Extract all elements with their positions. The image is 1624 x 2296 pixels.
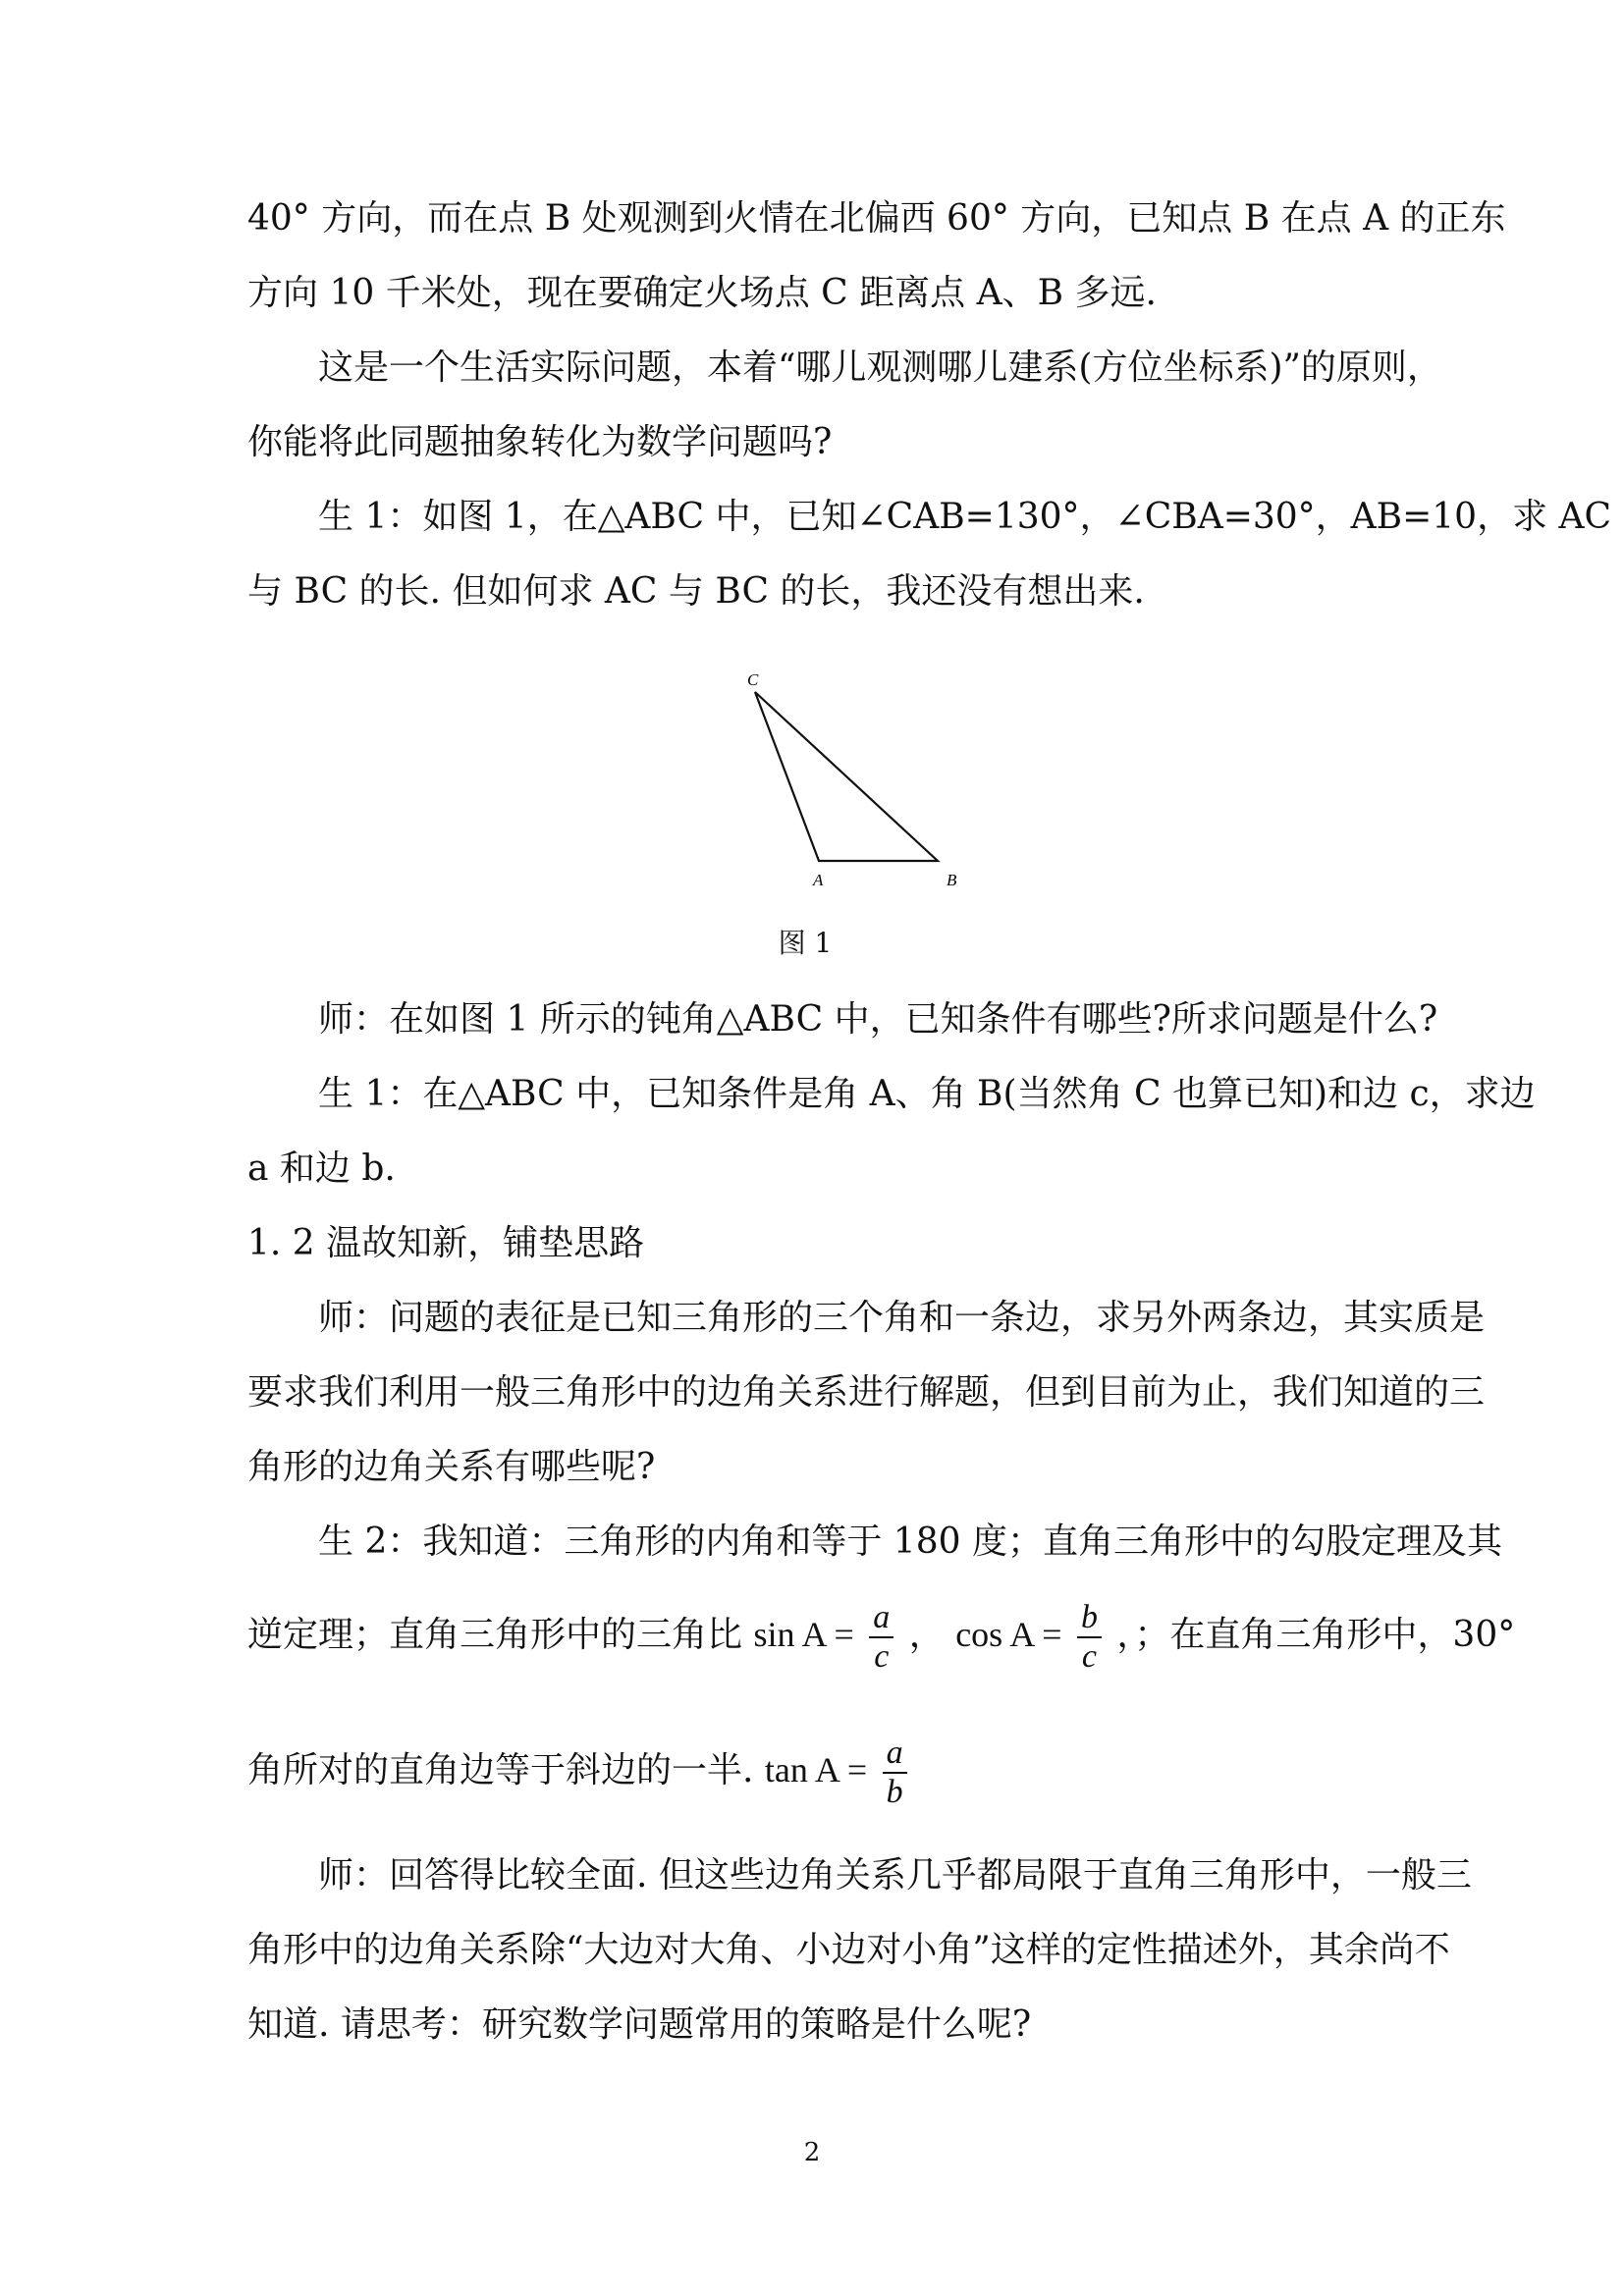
triangle-abc — [755, 692, 938, 861]
tan-fraction — [883, 1735, 907, 1811]
formula-line-text: ，；在直角三角形中，30° — [1116, 1615, 1516, 1655]
paragraph-line: 与 BC 的长. 但如何求 AC 与 BC 的长，我还没有想出来. — [247, 571, 1145, 612]
vertex-label-b: B — [947, 871, 957, 889]
cos-fraction — [1077, 1599, 1102, 1676]
paragraph-line: 生 1：在△ABC 中，已知条件是角 A、角 B(当然角 C 也算已知)和边 c，求边 — [318, 1074, 1536, 1114]
tan-denominator: b — [886, 1774, 903, 1810]
paragraph-line: 你能将此同题抽象转化为数学问题吗? — [247, 422, 833, 462]
page-number: 2 — [803, 2138, 821, 2167]
formula-line — [247, 1726, 1386, 1814]
paragraph-line: 师：在如图 1 所示的钝角△ABC 中，已知条件有哪些?所求问题是什么? — [318, 999, 1438, 1040]
tan-label: tan A = — [764, 1750, 868, 1789]
paragraph-line: 角形中的边角关系除“大边对大角、小边对小角”这样的定性描述外，其余尚不 — [247, 1930, 1450, 1970]
paragraph-line: 师：问题的表征是已知三角形的三个角和一条边，求另外两条边，其实质是 — [318, 1298, 1486, 1338]
vertex-label-c: C — [747, 670, 759, 689]
formula-line — [247, 1590, 1516, 1679]
paragraph-line: 师：回答得比较全面. 但这些边角关系几乎都局限于直角三角形中，一般三 — [318, 1855, 1472, 1896]
cos-numerator: b — [1077, 1599, 1102, 1638]
paragraph-line: 40° 方向，而在点 B 处观测到火情在北偏西 60° 方向，已知点 B 在点 A 的正东 — [247, 198, 1506, 239]
section-heading: 1. 2 温故知新，铺垫思路 — [247, 1223, 645, 1263]
paragraph-line: 生 2：我知道：三角形的内角和等于 180 度；直角三角形中的勾股定理及其 — [318, 1522, 1502, 1562]
vertex-label-a: A — [813, 871, 824, 889]
formula-line-text: 逆定理；直角三角形中的三角比 — [247, 1615, 743, 1655]
cos-label: cos A = — [955, 1615, 1062, 1654]
paragraph-line: 要求我们利用一般三角形中的边角关系进行解题，但到目前为止，我们知道的三 — [247, 1372, 1486, 1413]
sin-fraction — [869, 1599, 893, 1676]
paragraph-line: 角形的边角关系有哪些呢? — [247, 1447, 656, 1487]
paragraph-line: 这是一个生活实际问题，本着“哪儿观测哪儿建系(方位坐标系)”的原则， — [318, 347, 1442, 388]
tan-numerator: a — [883, 1735, 907, 1774]
sin-label: sin A = — [753, 1615, 854, 1654]
paragraph-line: 知道. 请思考：研究数学问题常用的策略是什么呢? — [247, 2004, 1032, 2045]
triangle-figure — [727, 658, 962, 893]
sin-numerator: a — [869, 1599, 893, 1638]
paragraph-line: 方向 10 千米处，现在要确定火场点 C 距离点 A、B 多远. — [247, 273, 1157, 313]
formula-line-text: 角所对的直角边等于斜边的一半. — [247, 1750, 754, 1790]
paragraph-line: a 和边 b. — [247, 1148, 396, 1189]
sin-denominator: c — [874, 1638, 890, 1675]
cos-denominator: c — [1081, 1638, 1098, 1675]
formula-separator: ， — [908, 1615, 945, 1655]
figure-caption: 图 1 — [778, 927, 833, 959]
paragraph-line: 生 1：如图 1，在△ABC 中，已知∠CAB=130°，∠CBA=30°，AB=10，求 AC — [318, 497, 1612, 537]
